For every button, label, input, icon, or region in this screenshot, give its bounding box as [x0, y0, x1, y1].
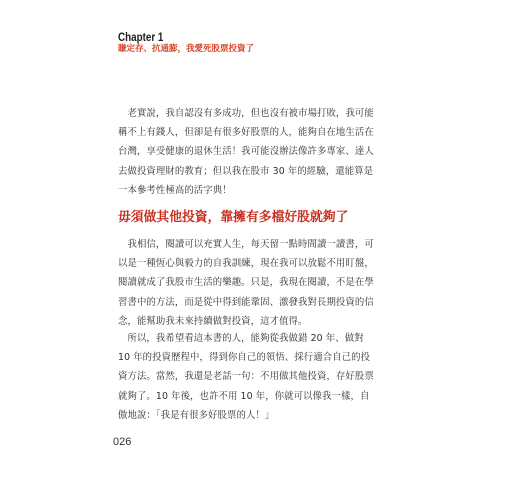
paragraph-2: [118, 235, 374, 331]
paragraph-line: 念，能幫助我未來持續做對投資，這才值得。: [118, 315, 308, 327]
paragraph-line: 10 年的投資歷程中，得到你自己的領悟、採行適合自己的投: [118, 352, 371, 364]
paragraph-line: 老實說，我自認沒有多成功，但也沒有被市場打敗，我可能: [118, 108, 374, 119]
paragraph-line: 資方法。當然，我還是老話一句：不用做其他投資，存好股票: [118, 371, 374, 383]
paragraph-line: 就夠了。10 年後，也許不用 10 年，你就可以像我一樣，自: [118, 390, 370, 402]
paragraph-line: 所以，我希望看這本書的人，能夠從我做錯 20 年、做對: [118, 333, 364, 344]
page-number: 026: [113, 436, 132, 448]
paragraph-1: [118, 104, 374, 200]
paragraph-3: [118, 329, 374, 425]
chapter-label: Chapter 1: [118, 30, 164, 44]
paragraph-line: 閱讀就成了我股市生活的樂趣。只是，我現在閱讀，不是在學: [118, 277, 374, 289]
paragraph-line: 我相信，閱讀可以充實人生，每天留一點時間讀一讀書，可: [118, 239, 374, 250]
paragraph-line: 以是一種恆心與毅力的自我訓練，現在我可以放鬆不用盯盤，: [118, 258, 374, 270]
paragraph-line: 台灣，享受健康的退休生活！我可能沒辦法像許多專家、達人: [118, 146, 374, 158]
section-heading: 毋須做其他投資，靠擁有多檔好股就夠了: [118, 210, 349, 225]
paragraph-line: 習書中的方法，而是從中得到能鞏固、激發我對長期投資的信: [118, 296, 374, 308]
paragraph-line: 去做投資理財的教育；但以我在股市 30 年的經驗，還能算是: [118, 165, 374, 177]
paragraph-line: 一本參考性極高的活字典！: [118, 184, 232, 196]
paragraph-line: 稱不上有錢人，但卻是有很多好股票的人，能夠自在地生活在: [118, 127, 374, 139]
chapter-header: [118, 31, 254, 55]
paragraph-line: 傲地說：「我是有很多好股票的人！」: [118, 409, 275, 421]
chapter-subtitle: 賺定存、抗通膨，我愛死股票投資了: [118, 44, 255, 54]
